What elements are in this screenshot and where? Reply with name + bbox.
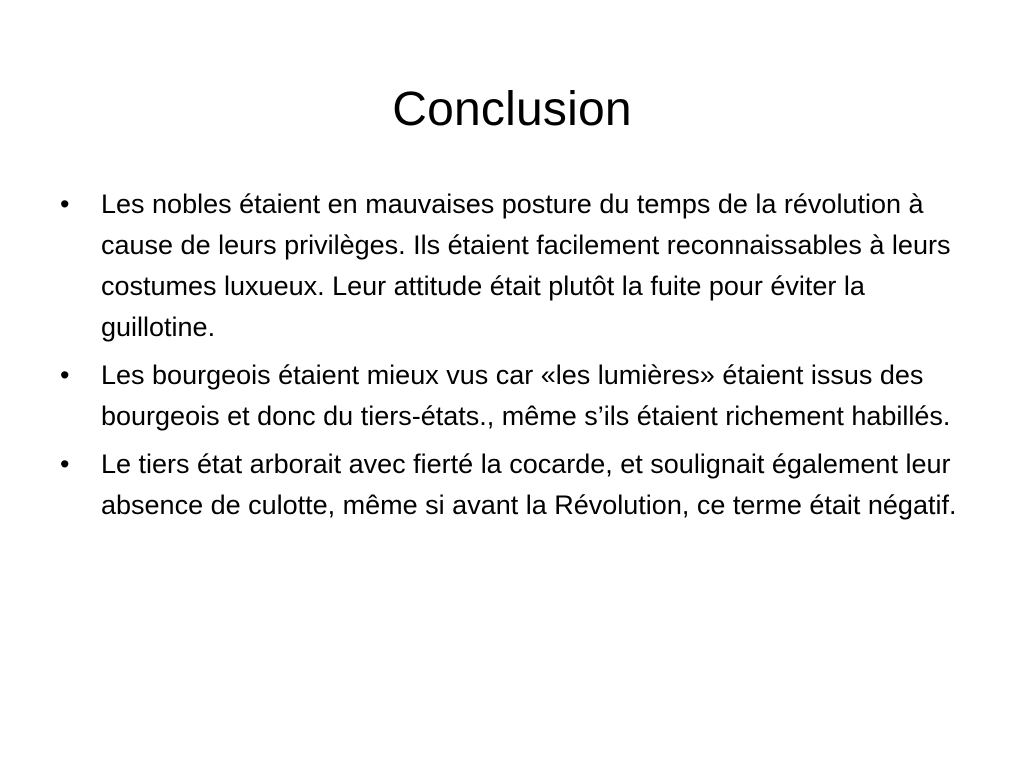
bullet-text: Les bourgeois étaient mieux vus car «les lumières» étaient issus des bourgeois et donc du tiers-états., même s’ils étaient richement habillés.	[101, 360, 951, 431]
bullet-dot-icon: •	[60, 360, 70, 390]
bullet-list	[58, 184, 958, 533]
bullet-text: Le tiers état arborait avec fierté la cocarde, et soulignait également leur absence de culotte, même si avant la Révolution, ce terme était négatif.	[101, 449, 957, 520]
bullet-item-2	[58, 355, 958, 437]
bullet-item-1	[58, 184, 958, 348]
bullet-item-3	[58, 444, 958, 526]
bullet-dot-icon: •	[60, 449, 70, 479]
slide-title: Conclusion	[392, 83, 632, 136]
bullet-text: Les nobles étaient en mauvaises posture du temps de la révolution à cause de leurs privilèges. Ils étaient facilement reconnaissables à leurs costumes luxueux. Leur attitude était plutôt la fuite pour éviter la guillotine.	[101, 189, 951, 342]
bullet-dot-icon: •	[60, 189, 70, 219]
